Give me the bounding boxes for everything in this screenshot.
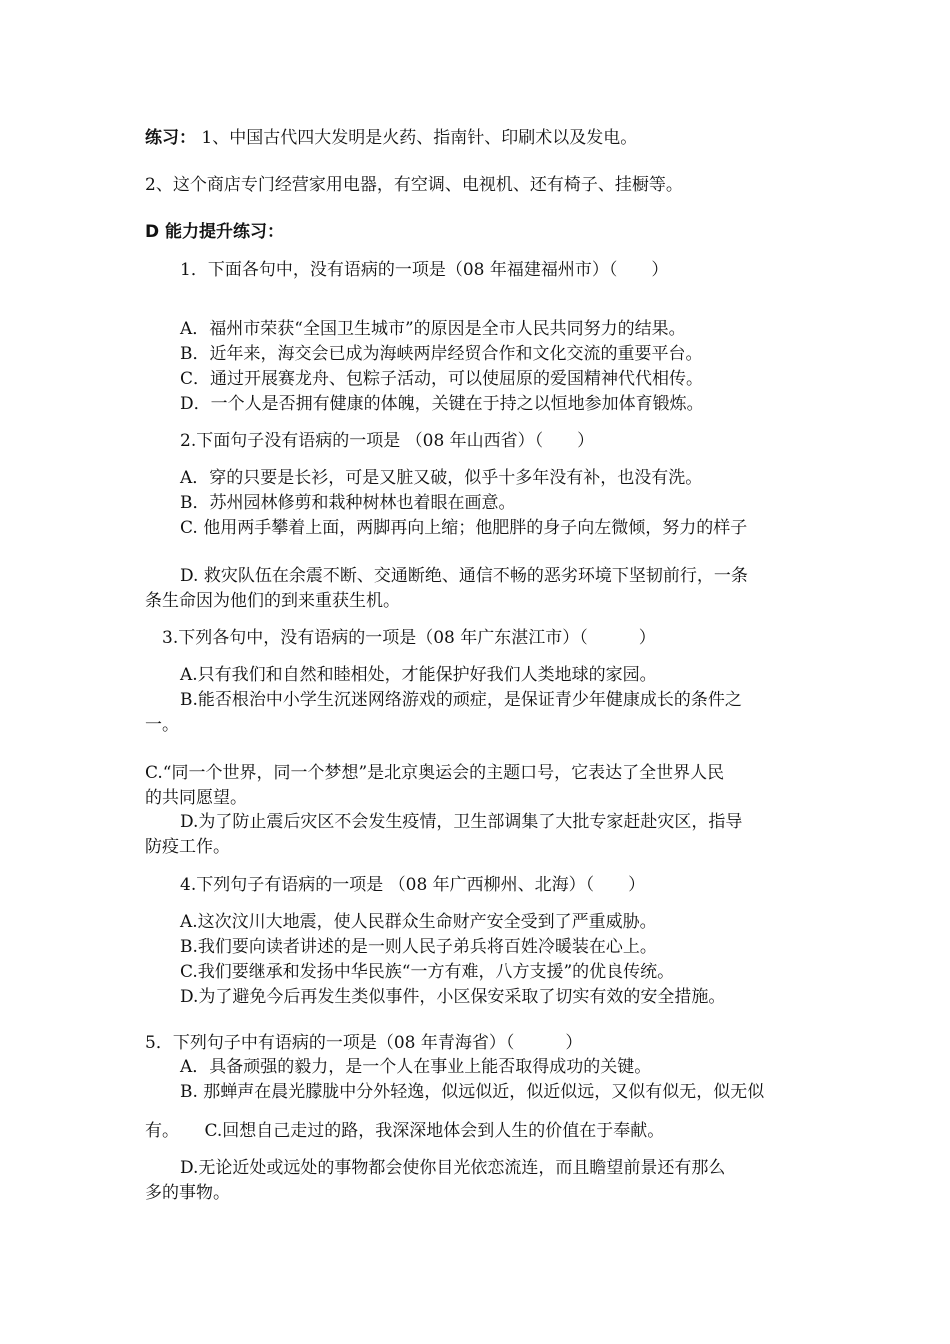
exercise-line-1: [145, 125, 637, 151]
q3-option-b-line-2: 一。: [145, 715, 179, 735]
q2-option-b: B．苏州园林修剪和栽种树林也着眼在画意。: [180, 493, 516, 513]
q3-option-d-line-2: 防疫工作。: [145, 837, 230, 857]
q4-option-c: C.我们要继承和发扬中华民族“一方有难，八方支援”的优良传统。: [180, 962, 675, 982]
q5-option-d-line-1: D.无论近处或远处的事物都会使你目光依恋流连，而且瞻望前景还有那么: [180, 1158, 726, 1178]
exercise-item-2: 2、这个商店专门经营家用电器，有空调、电视机、还有椅子、挂橱等。: [145, 175, 683, 195]
q4-option-d: D.为了避免今后再发生类似事件，小区保安采取了切实有效的安全措施。: [180, 987, 726, 1007]
exercise-label: 练习：: [145, 128, 196, 148]
q1-stem: 1．下面各句中，没有语病的一项是（08 年福建福州市）（ ）: [180, 260, 669, 280]
q3-option-c-line-1: C.“同一个世界，同一个梦想”是北京奥运会的主题口号，它表达了全世界人民: [145, 763, 725, 783]
q1-option-d: D．一个人是否拥有健康的体魄，关键在于持之以恒地参加体育锻炼。: [180, 394, 704, 414]
q1-option-c: C．通过开展赛龙舟、包粽子活动，可以使屈原的爱国精神代代相传。: [180, 369, 704, 389]
q5-option-a: A．具备顽强的毅力，是一个人在事业上能否取得成功的关键。: [180, 1057, 652, 1077]
q5-option-b-line-2-and-c: 有。 C.回想自己走过的路，我深深地体会到人生的价值在于奉献。: [145, 1121, 665, 1141]
q3-option-d-line-1: D.为了防止震后灾区不会发生疫情，卫生部调集了大批专家赶赴灾区，指导: [180, 812, 743, 832]
exercise-item-1: 1、中国古代四大发明是火药、指南针、印刷术以及发电。: [201, 128, 638, 148]
q3-option-a: A.只有我们和自然和睦相处，才能保护好我们人类地球的家园。: [180, 665, 657, 685]
q3-stem: 3.下列各句中，没有语病的一项是（08 年广东湛江市）（ ）: [162, 628, 656, 648]
q2-option-d-line-2: 条生命因为他们的到来重获生机。: [145, 591, 400, 611]
q4-option-a: A.这次汶川大地震，使人民群众生命财产安全受到了严重威胁。: [180, 912, 657, 932]
q2-option-a: A．穿的只要是长衫，可是又脏又破，似乎十多年没有补，也没有洗。: [180, 468, 703, 488]
q3-option-b-line-1: B.能否根治中小学生沉迷网络游戏的顽症，是保证青少年健康成长的条件之: [180, 690, 742, 710]
section-d-heading: D 能力提升练习：: [145, 222, 285, 242]
q2-option-c: C. 他用两手攀着上面，两脚再向上缩；他肥胖的身子向左微倾，努力的样子: [180, 518, 748, 538]
q1-option-b: B．近年来，海交会已成为海峡两岸经贸合作和文化交流的重要平台。: [180, 344, 703, 364]
q5-option-b-line-1: B. 那蝉声在晨光朦胧中分外轻逸，似远似近，似近似远，又似有似无，似无似: [180, 1082, 765, 1102]
q1-option-a: A．福州市荣获“全国卫生城市”的原因是全市人民共同努力的结果。: [180, 319, 686, 339]
q5-stem: 5．下列句子中有语病的一项是（08 年青海省）（ ）: [145, 1033, 583, 1053]
q2-option-d-line-1: D. 救灾队伍在余震不断、交通断绝、通信不畅的恶劣环境下坚韧前行，一条: [180, 566, 748, 586]
q5-option-d-line-2: 多的事物。: [145, 1183, 230, 1203]
q2-stem: 2.下面句子没有语病的一项是 （08 年山西省）（ ）: [180, 431, 595, 451]
q3-option-c-line-2: 的共同愿望。: [145, 788, 247, 808]
q4-option-b: B.我们要向读者讲述的是一则人民子弟兵将百姓冷暖装在心上。: [180, 937, 657, 957]
q4-stem: 4.下列句子有语病的一项是 （08 年广西柳州、北海）（ ）: [180, 875, 646, 895]
